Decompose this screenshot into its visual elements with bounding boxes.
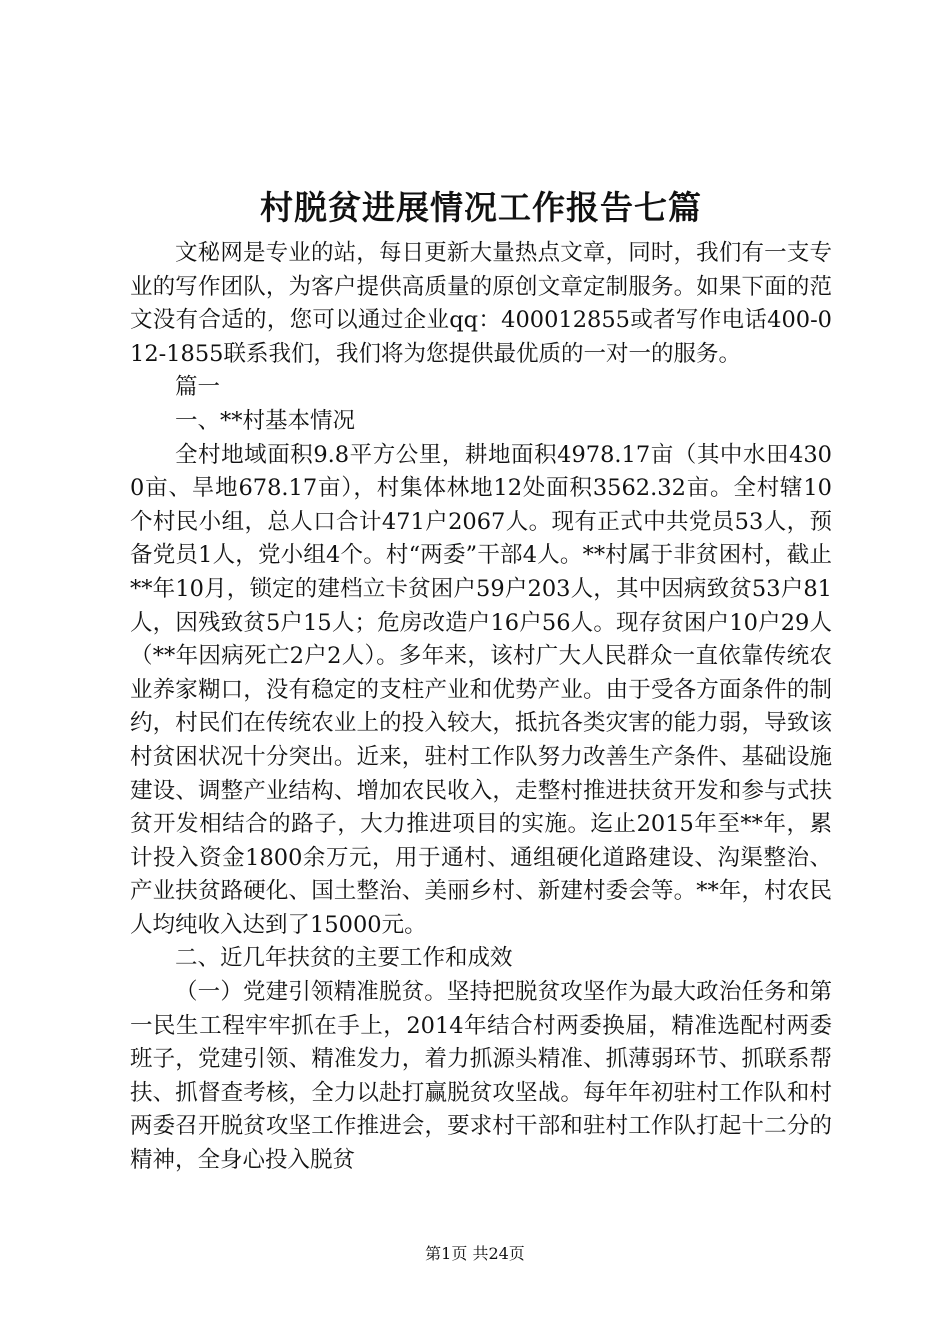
body-paragraph: 全村地域面积9.8平方公里，耕地面积4978.17亩（其中水田4300亩、旱地678.17亩），村集体林地12处面积3562.32亩。全村辖10个村民小组，总人口合计471户2067人。现有正式中共党员53人，预备党员1人，党小组4个。村“两委”干部4人。**村属于非贫困村，截止**年10月，锁定的建档立卡贫困户59户203人，其中因病致贫53户81人，因残致贫5户15人；危房改造户16户56人。现存贫困户10户29人（**年因病死亡2户2人）。多年来，该村广大人民群众一直依靠传统农业养家糊口，没有稳定的支柱产业和优势产业。由于受各方面条件的制约，村民们在传统农业上的投入较大，抵抗各类灾害的能力弱，导致该村贫困状况十分突出。近来，驻村工作队努力改善生产条件、基础设施建设、调整产业结构、增加农民收入，走整村推进扶贫开发和参与式扶贫开发相结合的路子，大力推进项目的实施。迄止2015年至**年，累计投入资金1800余万元，用于通村、通组硬化道路建设、沟渠整治、产业扶贫路硬化、国土整治、美丽乡村、新建村委会等。**年，村农民人均纯收入达到了15000元。 <box>130 441 832 938</box>
document-body <box>130 237 832 1178</box>
body-paragraph: （一）党建引领精准脱贫。坚持把脱贫攻坚作为最大政治任务和第一民生工程牢牢抓在手上，2014年结合村两委换届，精准选配村两委班子，党建引领、精准发力，着力抓源头精准、抓薄弱环节、抓联系帮扶、抓督查考核，全力以赴打赢脱贫攻坚战。每年年初驻村工作队和村两委召开脱贫攻坚工作推进会，要求村干部和驻村工作队打起十二分的精神，全身心投入脱贫 <box>130 979 832 1174</box>
section-heading: 一、**村基本情况 <box>175 407 356 434</box>
document-title: 村脱贫进展情况工作报告七篇 <box>260 188 702 227</box>
section-label: 篇一 <box>175 374 221 401</box>
intro-paragraph: 文秘网是专业的站，每日更新大量热点文章，同时，我们有一支专业的写作团队，为客户提供高质量的原创文章定制服务。如果下面的范文没有合适的，您可以通过企业qq：400012855或者写作电话400-012-1855联系我们，我们将为您提供最优质的一对一的服务。 <box>130 240 832 367</box>
section-heading: 二、近几年扶贫的主要工作和成效 <box>175 945 513 972</box>
document-page <box>130 185 832 1178</box>
page-footer: 第1页 共24页 <box>425 1244 525 1263</box>
